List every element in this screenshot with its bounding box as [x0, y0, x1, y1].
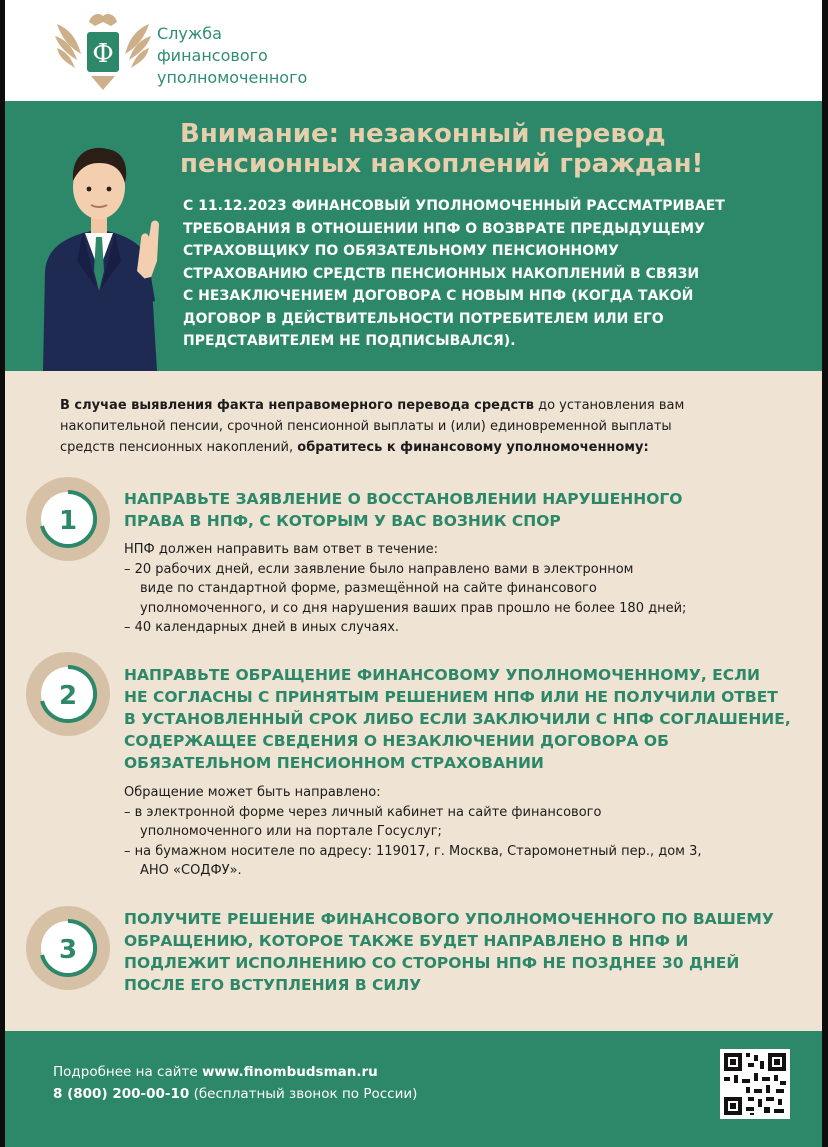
step-title-line: НАПРАВЬТЕ ЗАЯВЛЕНИЕ О ВОССТАНОВЛЕНИИ НАРУШЕННОГО [124, 490, 683, 508]
step-3-title [124, 908, 774, 996]
step-number-2-icon [25, 651, 111, 737]
step-title-line: ПРАВА В НПФ, С КОТОРЫМ У ВАС ВОЗНИК СПОР [124, 512, 561, 530]
step-body-line: виде по стандартной форме, размещённой на сайте финансового [140, 581, 597, 596]
phone-note: (бесплатный звонок по России) [189, 1086, 418, 1102]
intro-bold: В случае выявления факта неправомерного перевода средств [60, 398, 534, 413]
step-title-line: ОБРАЩЕНИЮ, КОТОРОЕ ТАКЖЕ БУДЕТ НАПРАВЛЕНО В НПФ И [124, 932, 689, 950]
step-2-body [124, 783, 804, 881]
step-2-title [124, 664, 791, 774]
hero-text-line: ДОГОВОР В ДЕЙСТВИТЕЛЬНОСТИ ПОТРЕБИТЕЛЕМ ИЛИ ЕГО [183, 310, 664, 327]
step-body-line: – в электронной форме через личный кабинет на сайте финансового [124, 804, 602, 820]
hero-banner [5, 101, 822, 371]
step-title-line: ПОЛУЧИТЕ РЕШЕНИЕ ФИНАНСОВОГО УПОЛНОМОЧЕННОГО ПО ВАШЕМУ [124, 910, 774, 928]
eagle-logo-icon [53, 10, 153, 92]
step-title-line: ОБЯЗАТЕЛЬНОМ ПЕНСИОННОМ СТРАХОВАНИИ [124, 754, 544, 772]
intro-bold: обратитесь к финансовому уполномоченному: [297, 440, 649, 455]
step-body-line: уполномоченного или на портале Госуслуг; [140, 824, 442, 839]
step-title-line: НЕ СОГЛАСНЫ С ПРИНЯТЫМ РЕШЕНИЕМ НПФ ИЛИ НЕ ПОЛУЧИЛИ ОТВЕТ [124, 688, 778, 706]
footer [5, 1031, 822, 1147]
step-number-1-icon [25, 476, 111, 562]
hero-title [180, 119, 800, 179]
step-body-line: – на бумажном носителе по адресу: 119017, г. Москва, Старомонетный пер., дом 3, [124, 843, 702, 859]
intro-text: средств пенсионных накоплений, [60, 440, 298, 455]
intro-text: накопительной пенсии, срочной пенсионной выплаты и (или) единовременной выплаты [60, 419, 672, 434]
intro-paragraph [60, 395, 790, 458]
businessman-illustration-icon [33, 121, 163, 371]
hero-title-line: Внимание: незаконный перевод [180, 119, 666, 149]
hero-title-line: пенсионных накоплений граждан! [180, 149, 704, 179]
brand-line: уполномоченного [157, 68, 308, 87]
step-body-line: НПФ должен направить вам ответ в течение: [124, 542, 438, 557]
footer-site-label: Подробнее на сайте [53, 1064, 202, 1080]
step-1-title [124, 488, 682, 532]
svg-text:Ф: Ф [92, 39, 114, 69]
qr-code-icon[interactable] [720, 1049, 790, 1119]
phone-number[interactable]: 8 (800) 200-00-10 [53, 1086, 190, 1102]
step-body-line: уполномоченного, и со дня нарушения ваших прав прошло не более 180 дней; [140, 600, 687, 616]
svg-text:1: 1 [58, 506, 78, 536]
svg-text:2: 2 [58, 681, 78, 711]
step-title-line: ПОДЛЕЖИТ ИСПОЛНЕНИЮ СО СТОРОНЫ НПФ НЕ ПОЗДНЕЕ 30 ДНЕЙ [124, 954, 740, 972]
hero-text-line: СТРАХОВАНИЮ СРЕДСТВ ПЕНСИОННЫХ НАКОПЛЕНИЙ В СВЯЗИ [183, 265, 700, 282]
step-body-line: – 20 рабочих дней, если заявление было направлено вами в электронном [124, 561, 634, 577]
hero-text [183, 195, 803, 353]
step-title-line: В УСТАНОВЛЕННЫЙ СРОК ЛИБО ЕСЛИ ЗАКЛЮЧИЛИ С НПФ СОГЛАШЕНИЕ, [124, 710, 791, 728]
hero-text-line: С НЕЗАКЛЮЧЕНИЕМ ДОГОВОРА С НОВЫМ НПФ (КОГДА ТАКОЙ [183, 288, 694, 304]
step-title-line: ПОСЛЕ ЕГО ВСТУПЛЕНИЯ В СИЛУ [124, 976, 422, 994]
hero-text-line: С 11.12.2023 ФИНАНСОВЫЙ УПОЛНОМОЧЕННЫЙ РАССМАТРИВАЕТ [183, 198, 725, 214]
step-number-3-icon [25, 905, 111, 991]
poster [5, 0, 822, 1147]
step-body-line: АНО «СОДФУ». [140, 863, 242, 878]
brand-line: финансового [157, 46, 268, 65]
hero-text-line: СТРАХОВЩИКУ ПО ОБЯЗАТЕЛЬНОМУ ПЕНСИОННОМУ [183, 243, 619, 259]
step-body-line: Обращение может быть направлено: [124, 785, 381, 800]
intro-text: до установления вам [533, 398, 685, 413]
hero-text-line: ТРЕБОВАНИЯ В ОТНОШЕНИИ НПФ О ВОЗВРАТЕ ПРЕДЫДУЩЕМУ [183, 220, 705, 237]
brand-name [157, 23, 307, 89]
footer-contacts [53, 1061, 417, 1105]
svg-text:3: 3 [58, 935, 78, 965]
header [5, 0, 822, 101]
step-title-line: НАПРАВЬТЕ ОБРАЩЕНИЕ ФИНАНСОВОМУ УПОЛНОМОЧЕННОМУ, ЕСЛИ [124, 666, 760, 684]
step-title-line: СОДЕРЖАЩЕЕ СВЕДЕНИЯ О НЕЗАКЛЮЧЕНИИ ДОГОВОРА ОБ [124, 732, 669, 750]
step-1-body [124, 540, 804, 638]
step-body-line: – 40 календарных дней в иных случаях. [124, 620, 400, 635]
brand-line: Служба [157, 24, 222, 43]
hero-text-line: ПРЕДСТАВИТЕЛЕМ НЕ ПОДПИСЫВАЛСЯ). [183, 333, 516, 349]
website-link[interactable]: www.finombudsman.ru [201, 1064, 378, 1080]
